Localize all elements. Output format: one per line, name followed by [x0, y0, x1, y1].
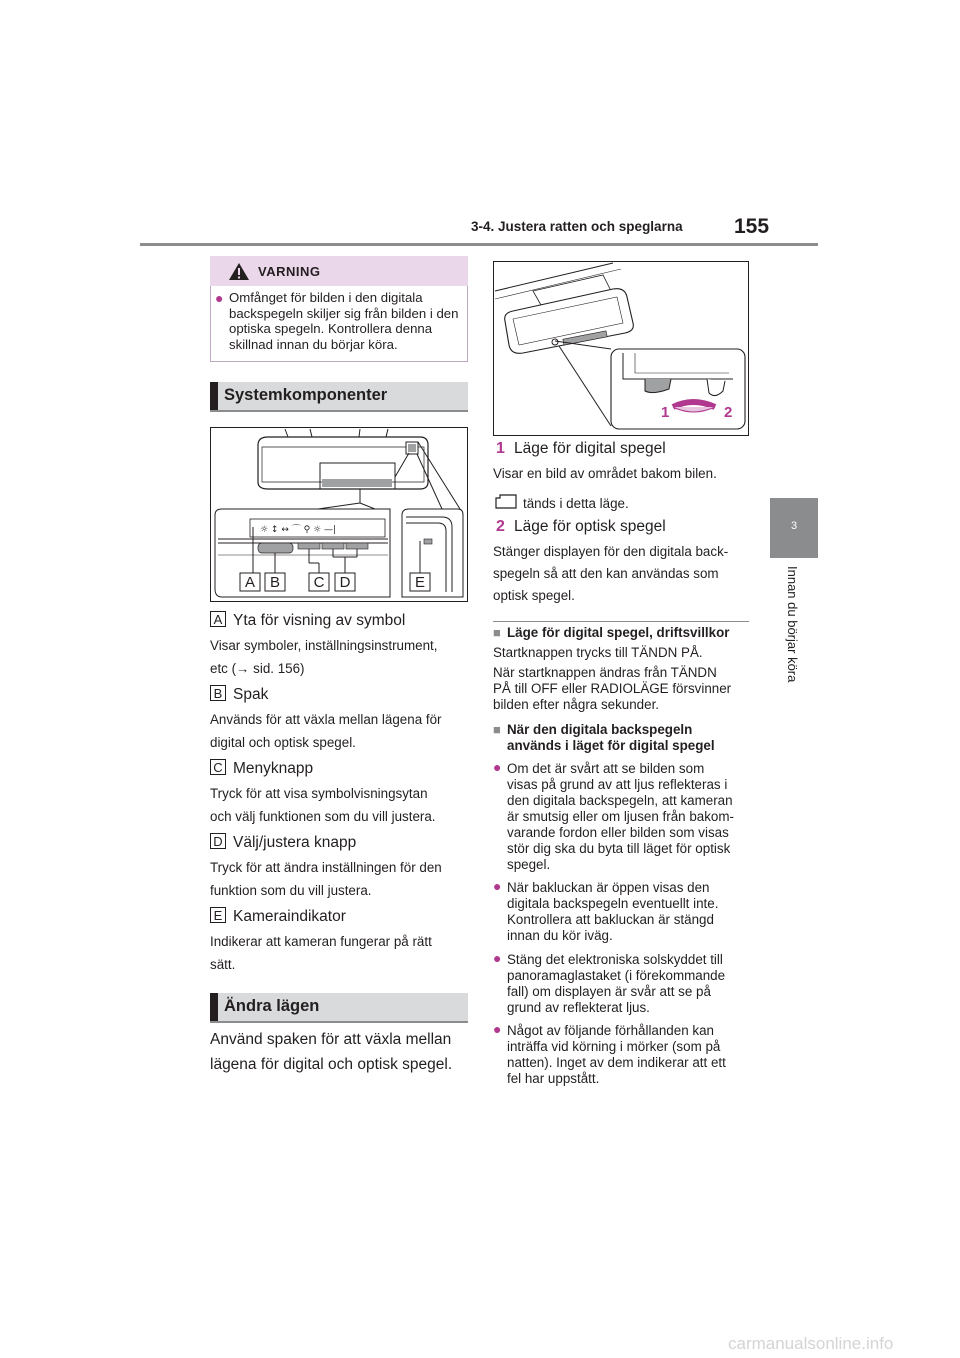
figure-label-a: A: [244, 574, 256, 591]
section-title: Ändra lägen: [224, 997, 320, 1015]
component-title: Välj/justera knapp: [233, 834, 357, 851]
figure-label-d: D: [339, 574, 351, 591]
bullet-icon: ●: [493, 759, 502, 775]
component-desc: Används för att växla mellan lägena för: [210, 712, 442, 727]
change-modes-text: lägena för digital och optisk spegel.: [210, 1056, 453, 1073]
mode-desc: spegeln så att den kan användas som: [493, 566, 719, 581]
usage-bullet-line: innan du kör iväg.: [507, 928, 613, 943]
figure-label-1: 1: [661, 404, 670, 421]
usage-bullet-line: Om det är svårt att se bilden som: [507, 761, 705, 776]
usage-bullet-line: grund av reflekterat ljus.: [507, 1000, 650, 1015]
mode-title: Läge för optisk spegel: [514, 518, 666, 535]
label-box-c: C: [210, 759, 226, 775]
component-desc: etc (→ sid. 156): [210, 661, 305, 676]
usage-bullet-line: När bakluckan är öppen visas den: [507, 880, 710, 895]
mirror-lever-figure: [493, 261, 749, 436]
digital-mirror-indicator-icon: [494, 494, 518, 510]
warning-text: Omfånget för bilden i den digitala backspegeln skiljer sig från bilden i den optiska spegeln. Kontrollera denna skillnad innan du börjar köra.: [229, 290, 459, 352]
svg-text:☼ ↕ ↔ ⌒ ⚲ ☼ —|: ☼ ↕ ↔ ⌒ ⚲ ☼ —|: [260, 525, 337, 535]
chapter-label-text: Innan du börjar köra: [785, 566, 800, 683]
warning-triangle-icon: [228, 262, 250, 281]
mode-number: 1: [496, 440, 505, 457]
figure-label-c: C: [313, 574, 325, 591]
figure-label-2: 2: [724, 404, 733, 421]
conditions-text: bilden efter några sekunder.: [493, 697, 660, 712]
watermark-url: carmanualsonline.info: [728, 1334, 894, 1353]
section-systemkomponenter: [210, 382, 468, 412]
mode-number: 2: [496, 518, 505, 535]
usage-bullet-line: stör dig ska du byta till läget för optisk: [507, 841, 731, 856]
square-bullet-icon: ■: [493, 722, 501, 737]
usage-bullet-line: Något av följande förhållanden kan: [507, 1023, 714, 1038]
component-desc: sätt.: [210, 957, 236, 972]
component-title: Kameraindikator: [233, 908, 346, 925]
label-box-d: D: [210, 833, 226, 849]
usage-bullet-line: varande fordon eller bilden som visas: [507, 825, 729, 840]
change-modes-text: Använd spaken för att växla mellan: [210, 1031, 452, 1048]
usage-bullet-line: är smutsig eller om ljusen från bakom-: [507, 809, 734, 824]
usage-bullet-line: Kontrollera att bakluckan är stängd: [507, 912, 714, 927]
conditions-text: PÅ till OFF eller RADIOLÄGE försvinner: [493, 681, 732, 696]
bullet-icon: ●: [493, 1021, 502, 1037]
bullet-icon: ●: [493, 950, 502, 966]
label-box-a: A: [210, 611, 226, 627]
chapter-number: 3: [790, 520, 798, 532]
conditions-text: Startknappen trycks till TÄNDN PÅ.: [493, 645, 703, 660]
usage-bullet-line: den digitala backspegeln, att kameran: [507, 793, 733, 808]
usage-bullet-line: fel har uppstått.: [507, 1071, 600, 1086]
usage-bullet-line: panoramaglastaket (i förekommande: [507, 968, 726, 983]
header-rule: [140, 243, 818, 246]
indicator-text: tänds i detta läge.: [523, 496, 629, 511]
component-desc: Tryck för att visa symbolvisningsytan: [210, 786, 428, 801]
figure-label-e: E: [414, 574, 426, 591]
bullet-icon: ●: [215, 290, 224, 306]
page-number: 155: [734, 215, 770, 238]
divider: [493, 621, 749, 622]
usage-bullet-line: natten). Inget av dem indikerar att ett: [507, 1055, 726, 1070]
mode-desc: Visar en bild av området bakom bilen.: [493, 466, 717, 481]
usage-bullet-line: Stäng det elektroniska solskyddet till: [507, 952, 723, 967]
usage-bullet-line: fall) om displayen är svår att se på: [507, 984, 711, 999]
mode-title: Läge för digital spegel: [514, 440, 666, 457]
label-box-e: E: [210, 907, 226, 923]
usage-bullet-line: spegel.: [507, 857, 551, 872]
label-box-b: B: [210, 685, 226, 701]
component-desc: och välj funktionen som du vill justera.: [210, 809, 436, 824]
component-desc: Tryck för att ändra inställningen för den: [210, 860, 442, 875]
square-bullet-icon: ■: [493, 625, 501, 640]
figure-label-b: B: [269, 574, 281, 591]
conditions-title: Läge för digital spegel, driftsvillkor: [507, 625, 730, 640]
component-title: Spak: [233, 686, 269, 703]
warning-title: VARNING: [258, 264, 321, 279]
mode-desc: Stänger displayen för den digitala back-: [493, 544, 729, 559]
component-desc: Indikerar att kameran fungerar på rätt: [210, 934, 432, 949]
usage-bullet-line: inträffa vid körning i mörker (som på: [507, 1039, 721, 1054]
bullet-icon: ●: [493, 878, 502, 894]
conditions-text: När startknappen ändras från TÄNDN: [493, 665, 717, 680]
usage-bullet-line: digitala backspegeln eventuellt inte.: [507, 896, 719, 911]
component-desc: digital och optisk spegel.: [210, 735, 356, 750]
component-title: Menyknapp: [233, 760, 314, 777]
component-title: Yta för visning av symbol: [233, 612, 406, 629]
section-title: Systemkomponenter: [224, 386, 388, 404]
mode-desc: optisk spegel.: [493, 588, 575, 603]
mirror-components-figure: [210, 427, 468, 602]
usage-title: När den digitala backspegeln: [507, 722, 693, 737]
section-heading: 3-4. Justera ratten och speglarna: [471, 219, 683, 234]
section-andra-lagen: [210, 993, 468, 1023]
usage-title: används i läget för digital spegel: [507, 738, 715, 753]
component-desc: funktion som du vill justera.: [210, 883, 372, 898]
chapter-label: [784, 566, 804, 706]
usage-bullet-line: visas på grund av att ljus reflekteras i: [507, 777, 728, 792]
component-desc: Visar symboler, inställningsinstrument,: [210, 638, 438, 653]
